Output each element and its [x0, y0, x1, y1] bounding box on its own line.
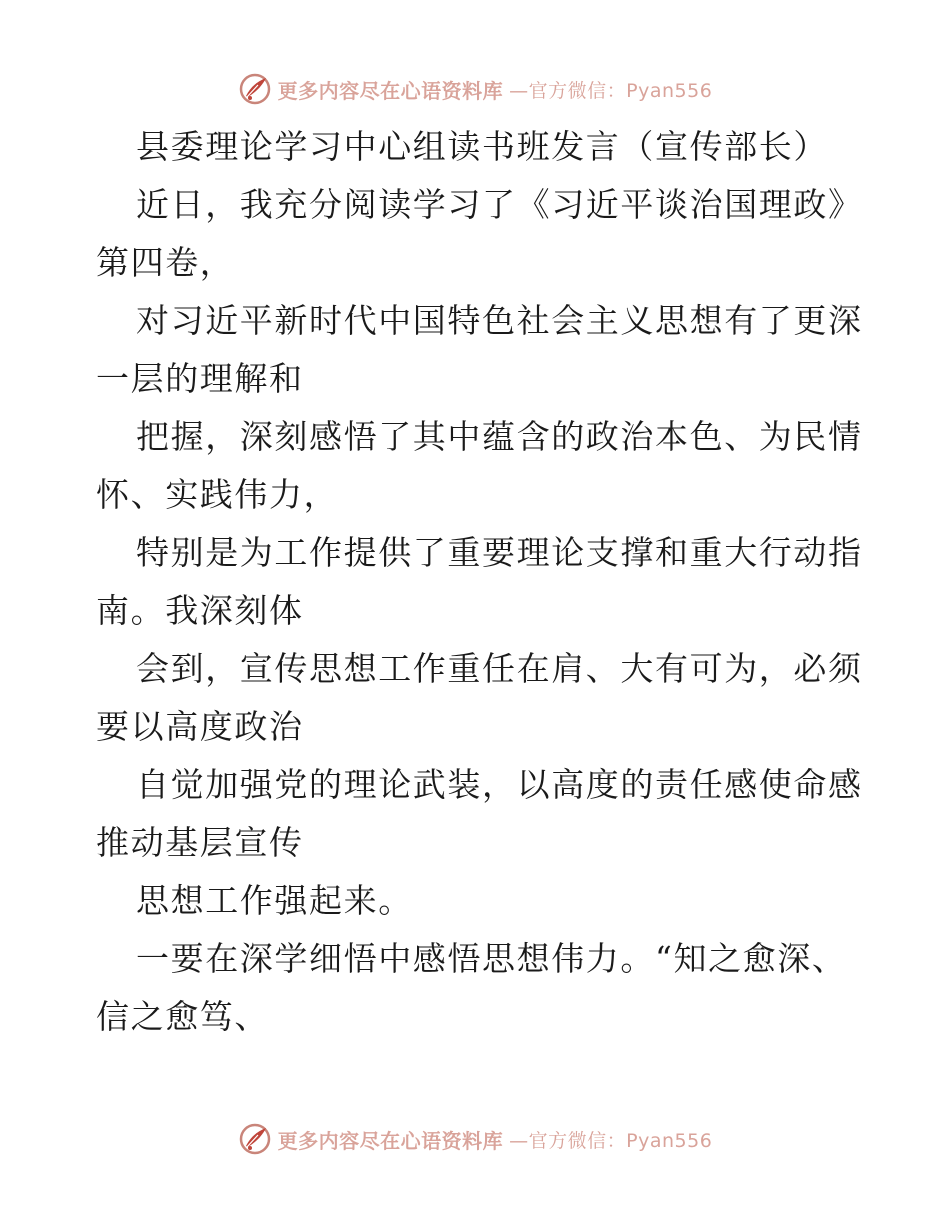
text-line: 推动基层宣传: [96, 823, 304, 862]
banner-sub-text: —官方微信：Pyan556: [509, 1129, 713, 1152]
banner-sub-text: —官方微信：Pyan556: [509, 79, 713, 102]
quill-logo-icon: [238, 72, 272, 106]
quill-logo-icon: [238, 1122, 272, 1156]
footer-banner: [0, 1122, 950, 1156]
text-line: 思想工作强起来。: [136, 881, 413, 920]
text-line: 县委理论学习中心组读书班发言（宣传部长）: [136, 127, 828, 166]
text-line: 第四卷，: [96, 243, 235, 282]
text-line: 南。我深刻体: [96, 591, 304, 630]
text-line: 信之愈笃、: [96, 997, 269, 1036]
header-banner: [0, 72, 950, 106]
text-line: 特别是为工作提供了重要理论支撑和重大行动指: [136, 533, 863, 572]
text-line: 自觉加强党的理论武装，以高度的责任感使命感: [136, 765, 863, 804]
text-line: 会到，宣传思想工作重任在肩、大有可为，必须: [136, 649, 863, 688]
text-line: 怀、实践伟力，: [96, 475, 339, 514]
banner-main-text: 更多内容尽在心语资料库: [277, 1128, 504, 1153]
text-line: 对习近平新时代中国特色社会主义思想有了更深: [136, 301, 863, 340]
text-line: 近日，我充分阅读学习了《习近平谈治国理政》: [136, 185, 863, 224]
banner-main-text: 更多内容尽在心语资料库: [277, 78, 504, 103]
text-line: 要以高度政治: [96, 707, 304, 746]
document-body: [96, 118, 863, 1046]
text-line: 把握，深刻感悟了其中蕴含的政治本色、为民情: [136, 417, 863, 456]
text-line: 一层的理解和: [96, 359, 304, 398]
text-line: 一要在深学细悟中感悟思想伟力。“知之愈深、: [136, 939, 847, 978]
